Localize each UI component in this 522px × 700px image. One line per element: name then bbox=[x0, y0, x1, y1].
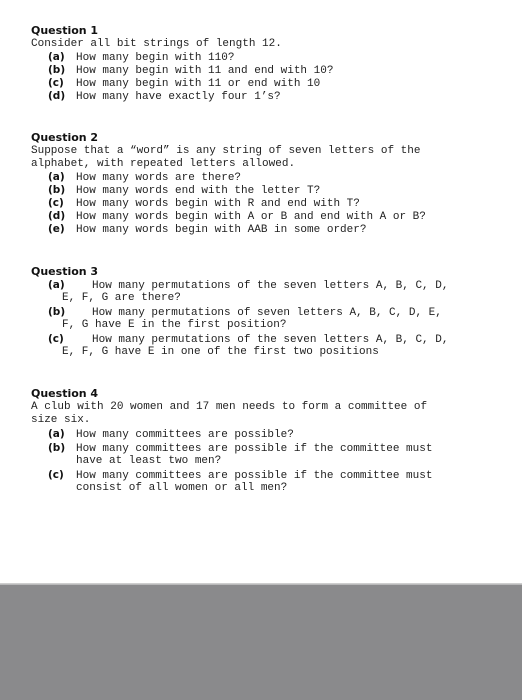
part-text: How many words begin with A or B and end with A or B? bbox=[76, 211, 426, 223]
question-1-part-b bbox=[48, 64, 333, 78]
part-label: (c) bbox=[48, 469, 64, 481]
question-1-title: Question 1 bbox=[31, 24, 99, 37]
part-text: How many words are there? bbox=[76, 172, 242, 184]
part-text: How many words begin with R and end with T? bbox=[76, 198, 360, 210]
part-text: How many words begin with AAB in some order? bbox=[76, 224, 367, 236]
question-2-intro-line1: Suppose that a “word” is any string of seven letters of the bbox=[31, 145, 421, 157]
part-text: How many begin with 11 or end with 10 bbox=[76, 78, 321, 90]
part-text: How many permutations of the seven letters A, B, C, D, bbox=[92, 280, 449, 292]
part-text: How many permutations of the seven letters A, B, C, D, bbox=[92, 334, 449, 346]
question-3-part-c-line1 bbox=[48, 333, 448, 347]
part-text: How many committees are possible if the committee must bbox=[76, 470, 433, 482]
question-4-title: Question 4 bbox=[31, 387, 99, 400]
part-label: (a) bbox=[48, 171, 65, 183]
background-area bbox=[0, 585, 522, 700]
part-text: How many committees are possible if the committee must bbox=[76, 443, 433, 455]
question-1-part-a bbox=[48, 51, 234, 65]
question-1-part-c bbox=[48, 77, 320, 91]
part-text: How many permutations of seven letters A, B, C, D, E, bbox=[92, 307, 442, 319]
part-label: (c) bbox=[48, 77, 64, 89]
question-2-intro-line2: alphabet, with repeated letters allowed. bbox=[31, 158, 296, 170]
question-3-part-a-line2: E, F, G are there? bbox=[62, 292, 181, 304]
question-2-title: Question 2 bbox=[31, 131, 99, 144]
part-label: (e) bbox=[48, 223, 65, 235]
question-4-part-b-line1 bbox=[48, 442, 432, 456]
part-text: How many committees are possible? bbox=[76, 429, 294, 441]
question-2-part-e bbox=[48, 223, 366, 237]
question-4-part-c-line2: consist of all women or all men? bbox=[76, 482, 288, 494]
part-text: How many begin with 11 and end with 10? bbox=[76, 65, 334, 77]
part-label: (a) bbox=[48, 51, 65, 63]
question-2-part-a bbox=[48, 171, 241, 185]
question-3-part-a-line1 bbox=[48, 279, 448, 293]
part-label: (b) bbox=[48, 64, 66, 76]
question-3-title: Question 3 bbox=[31, 265, 99, 278]
question-1-intro: Consider all bit strings of length 12. bbox=[31, 38, 282, 50]
question-4-intro-line1: A club with 20 women and 17 men needs to form a committee of bbox=[31, 401, 428, 413]
part-text: How many words end with the letter T? bbox=[76, 185, 321, 197]
question-3-part-b-line1 bbox=[48, 306, 442, 320]
part-label: (c) bbox=[48, 333, 64, 345]
part-label: (c) bbox=[48, 197, 64, 209]
part-text: How many begin with 110? bbox=[76, 52, 235, 64]
question-3-part-b-line2: F, G have E in the first position? bbox=[62, 319, 287, 331]
part-label: (b) bbox=[48, 184, 66, 196]
part-label: (d) bbox=[48, 90, 66, 102]
question-1-part-d bbox=[48, 90, 281, 104]
question-2-part-c bbox=[48, 197, 360, 211]
part-label: (b) bbox=[48, 442, 66, 454]
part-label: (d) bbox=[48, 210, 66, 222]
question-3-part-c-line2: E, F, G have E in one of the first two positions bbox=[62, 346, 379, 358]
part-label: (a) bbox=[48, 428, 65, 440]
question-2-part-b bbox=[48, 184, 320, 198]
part-label: (b) bbox=[48, 306, 66, 318]
question-4-part-a bbox=[48, 428, 294, 442]
question-4-part-c-line1 bbox=[48, 469, 432, 483]
question-4-part-b-line2: have at least two men? bbox=[76, 455, 222, 467]
question-4-intro-line2: size six. bbox=[31, 414, 91, 426]
part-label: (a) bbox=[48, 279, 65, 291]
part-text: How many have exactly four 1’s? bbox=[76, 91, 281, 103]
question-2-part-d bbox=[48, 210, 426, 224]
